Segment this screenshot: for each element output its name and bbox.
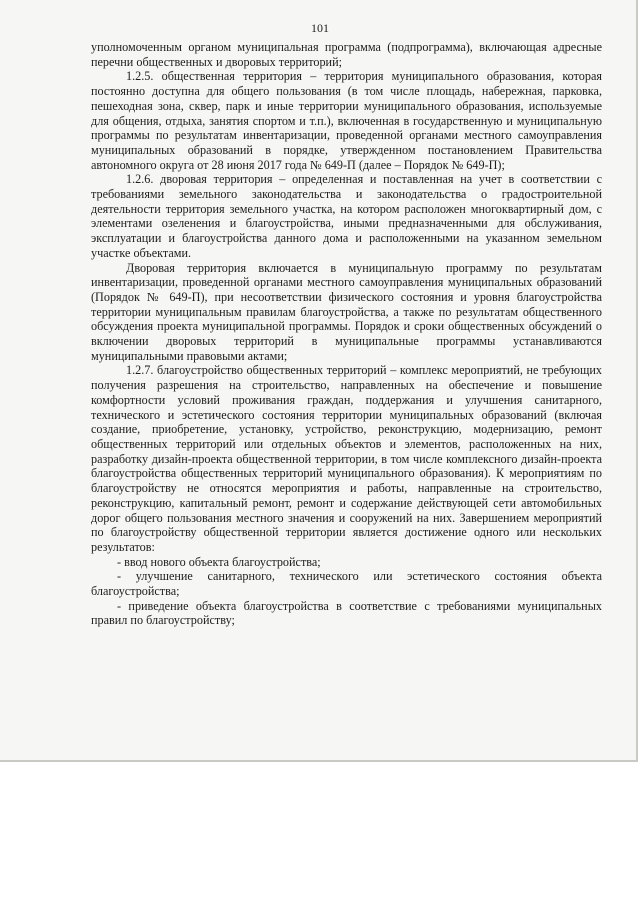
list-item: - улучшение санитарного, технического или эстетического состояния объекта благоустройства; <box>91 569 602 599</box>
paragraph-yard-territory: Дворовая территория включается в муниципальную программу по результатам инвентаризации, проведенной органами местного самоуправления муниципальных образований (Порядок № 649-П), при несоответствии физического состояния и уровня благоустройства территории муниципальным правилам благоустройства, а также по результатам общественного обсуждения проекта муниципальной программы. Порядок и сроки общественных обсуждений о включении дворовых территорий в муниципальные программы устанавливаются муниципальными правовыми актами; <box>91 260 602 363</box>
paragraph-continuation: уполномоченным органом муниципальная программа (подпрограмма), включающая адресные перечни общественных и дворовых территорий; <box>91 40 602 69</box>
paragraph-1-2-5: 1.2.5. общественная территория – территория муниципального образования, которая постоянно доступна для общего пользования (в том числе площадь, набережная, парковка, пешеходная зона, сквер, парк и иные территории муниципального образования, используемые для общения, отдыха, занятия спортом и т.п.), включенная в государственную и муниципальную программы по результатам инвентаризации, проведенной органами местного самоуправления муниципальных образований в порядке, утвержденном постановлением Правительства автономного округа от 28 июня 2017 года № 649-П (далее – Порядок № 649-П); <box>91 69 602 172</box>
list-item: - ввод нового объекта благоустройства; <box>117 554 321 569</box>
page-number: 101 <box>311 21 329 35</box>
document-body <box>91 40 602 628</box>
paragraph-1-2-6: 1.2.6. дворовая территория – определенная и поставленная на учет в соответствии с требованиями земельного законодательства и законодательства о градостроительной деятельности территория земельного участка, на котором расположен многоквартирный дом, с элементами озеленения и благоустройства, иными предназначенными для обслуживания, эксплуатации и благоустройства данного дома и расположенными на указанном земельном участке объектами. <box>91 172 602 260</box>
paragraph-1-2-7: 1.2.7. благоустройство общественных территорий – комплекс мероприятий, не требующих получения разрешения на строительство, направленных на обеспечение и повышение комфортности условий проживания граждан, поддержания и улучшения санитарного, технического и эстетического состояния территории муниципальных образований (включая создание, приобретение, установку, устройство, реконструкцию, модернизацию, ремонт общественных территорий или отдельных объектов и элементов, расположенных на них, разработку дизайн-проекта общественной территории, в том числе комплексного дизайн-проекта благоустройства общественных территорий муниципального образования). К мероприятиям по благоустройству не относятся мероприятия и работы, направленные на строительство, реконструкцию, капитальный ремонт, ремонт и содержание действующей сети автомобильных дорог общего пользования местного значения и сооружений на них. Завершением мероприятий по благоустройству общественной территории является достижение одного или нескольких результатов: <box>91 363 602 554</box>
list-item: - приведение объекта благоустройства в соответствие с требованиями муниципальных правил по благоустройству; <box>91 598 602 628</box>
